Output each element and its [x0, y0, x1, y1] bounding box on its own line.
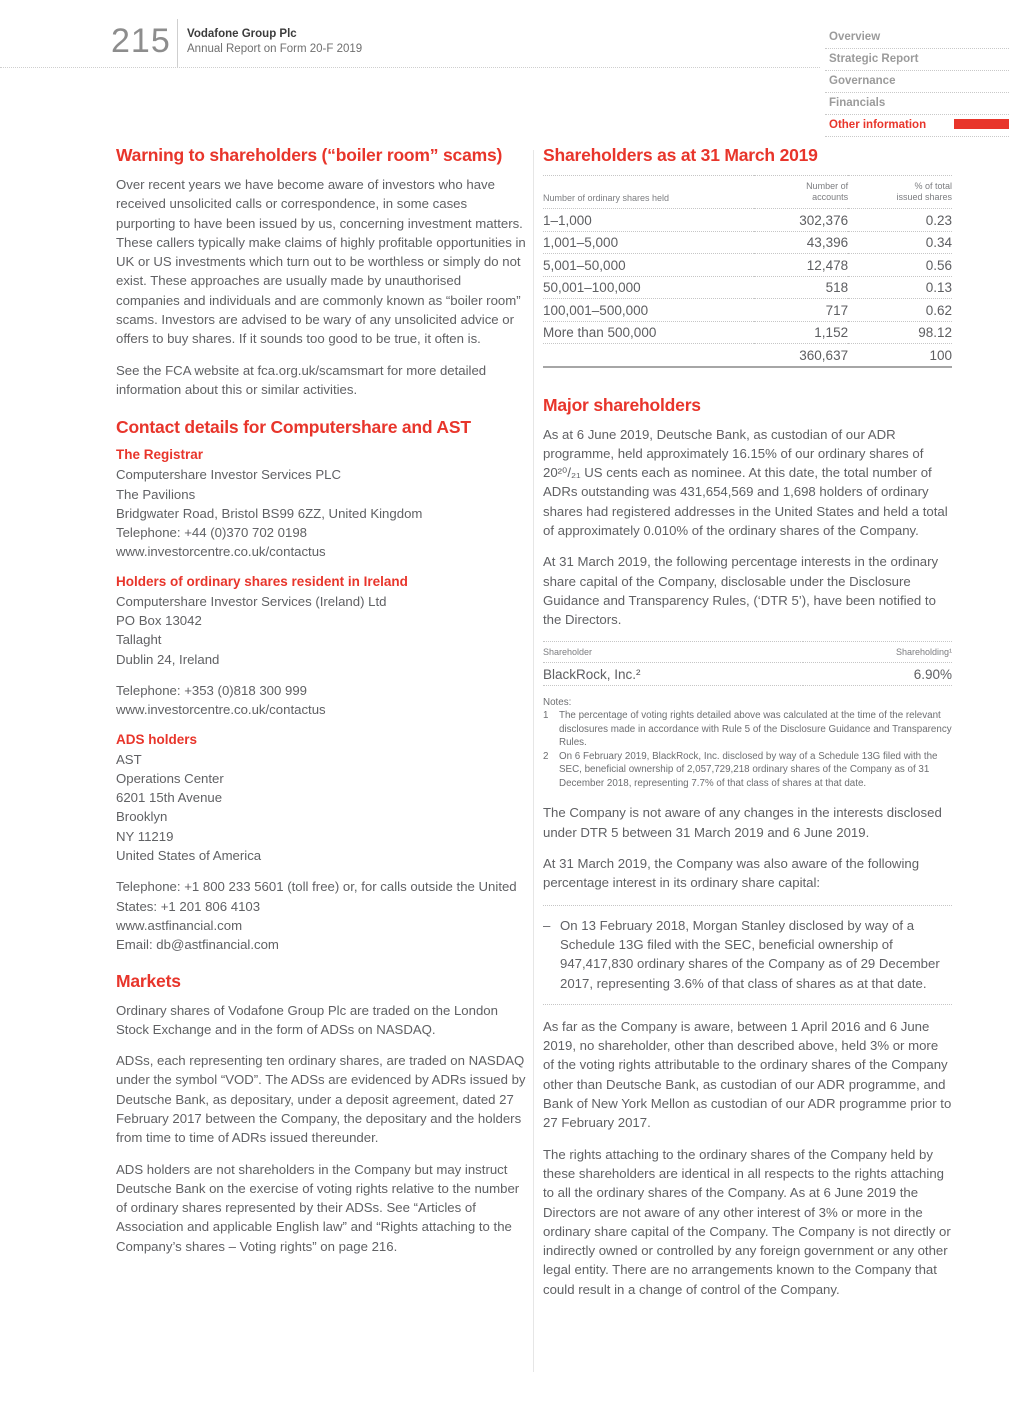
major-shareholders-table [543, 641, 952, 686]
accounts-cell: 717 [754, 299, 848, 322]
pct-cell: 0.34 [848, 231, 952, 254]
table-total-row [543, 344, 952, 367]
accounts-cell: 1,152 [754, 321, 848, 344]
registrar-website-link[interactable]: www.investorcentre.co.uk/contactus [116, 544, 326, 560]
address-line: Bridgwater Road, Bristol BS99 6ZZ, United Kingdom [116, 505, 423, 521]
table-row [543, 663, 952, 686]
major-shareholders-section [543, 395, 952, 1300]
ads-address [116, 750, 528, 866]
total-pct-cell: 100 [848, 344, 952, 367]
accounts-cell: 12,478 [754, 254, 848, 277]
ireland-website-link[interactable]: www.investorcentre.co.uk/contactus [116, 702, 326, 718]
shares-range-cell: More than 500,000 [543, 321, 754, 344]
company-name: Vodafone Group Plc [187, 28, 297, 40]
nav-item-label: Strategic Report [829, 53, 919, 65]
nav-item-governance[interactable] [825, 71, 1009, 93]
accounts-cell: 518 [754, 276, 848, 299]
section-nav [825, 27, 1009, 137]
address-line: The Pavilions [116, 486, 196, 502]
shares-range-cell [543, 344, 754, 367]
shares-range-cell: 100,001–500,000 [543, 299, 754, 322]
paragraph: As far as the Company is aware, between 1 April 2016 and 6 June 2019, no shareholder, other than described above, held 3% or more of the voting rights attributable to the ordinary shares of the Company other than Deutsche Bank, as custodian of our ADR programme, and Bank of New York Mellon as custodian of our ADR programme prior to 27 February 2017. [543, 1018, 952, 1131]
paragraph: As at 6 June 2019, Deutsche Bank, as custodian of our ADR programme, held approximately 16.15% of our ordinary shares of 20²⁰/₂₁ US cents each as nominee. At this date, the total number of ADRs outstanding was 431,654,569 and 1,698 holders of ordinary shares had registered addresses in the United States and held a total of approximately 0.010% of the ordinary shares of the Company. [543, 426, 948, 538]
col-header-accounts: Number of accounts [754, 176, 848, 209]
table-row [543, 299, 952, 322]
paragraph: See the FCA website at fca.org.uk/scamsmart for more detailed information about this or similar activities. [116, 362, 487, 397]
disclosure-list-item [543, 905, 952, 1005]
ads-email-link[interactable]: Email: db@astfinancial.com [116, 937, 279, 953]
table-row [543, 209, 952, 232]
nav-item-label: Governance [829, 75, 896, 87]
address-line: Computershare Investor Services (Ireland) Ltd [116, 593, 387, 609]
section-title: Shareholders as at 31 March 2019 [543, 145, 818, 165]
nav-item-label: Financials [829, 97, 886, 109]
active-section-bar [954, 119, 1009, 129]
page-number: 215 [111, 22, 171, 60]
subsection-title-ads: ADS holders [116, 731, 198, 747]
shares-range-cell: 5,001–50,000 [543, 254, 754, 277]
col-header-shareholder: Shareholder [543, 642, 803, 663]
section-title: Contact details for Computershare and AST [116, 417, 471, 438]
address-line: Operations Center [116, 770, 224, 786]
shareholders-section [543, 145, 952, 368]
list-item-text: On 13 February 2018, Morgan Stanley disclosed by way of a Schedule 13G filed with the SEC, beneficial ownership of 947,417,830 ordinary shares of the Company as of 29 December 2017, representing 3.6% of that class of shares as at that date. [560, 917, 940, 991]
subsection-title-registrar: The Registrar [116, 447, 204, 463]
pct-cell: 0.13 [848, 276, 952, 299]
nav-item-label: Overview [829, 31, 881, 43]
shareholding-cell: 6.90% [803, 663, 952, 686]
note-number: 2 [543, 750, 549, 762]
nav-item-financials[interactable] [825, 93, 1009, 115]
shares-range-cell: 1–1,000 [543, 209, 754, 232]
right-column [543, 145, 952, 1311]
total-accounts-cell: 360,637 [754, 344, 848, 367]
table-row [543, 276, 952, 299]
address-line: Tallaght [116, 632, 162, 648]
address-line: Dublin 24, Ireland [116, 651, 220, 667]
address-line: PO Box 13042 [116, 613, 202, 629]
note-text: The percentage of voting rights detailed above was calculated at the time of the relevant disclosures made in accordance with Rule 5 of the Disclosure Guidance and Transparency Rules. [559, 710, 952, 749]
telephone-line: Telephone: +1 800 233 5601 (toll free) or, for calls outside the United States: +1 201 806 4103 [116, 879, 517, 914]
company-block [187, 27, 362, 57]
table-row [543, 321, 952, 344]
nav-item-strategic-report[interactable] [825, 49, 1009, 71]
col-header-pct: % of total issued shares [848, 176, 952, 209]
report-title: Annual Report on Form 20-F 2019 [187, 43, 363, 55]
paragraph: ADS holders are not shareholders in the Company but may instruct Deutsche Bank on the exercise of voting rights relative to the number of ordinary shares represented by their ADSs. See “Articles of Association and applicable English law” and “Rights attaching to the Company’s shares – Voting rights” on page 216. [116, 1161, 520, 1254]
dash-bullet: – [543, 917, 551, 933]
note-text: On 6 February 2019, BlackRock, Inc. disclosed by way of a Schedule 13G filed with the SEC, beneficial ownership of 2,057,729,218 ordinary shares of the Company as of 31 December 2018, representing 7.7% of that class of shares at that date. [559, 750, 938, 789]
shareholder-name-cell: BlackRock, Inc.² [543, 663, 803, 686]
section-title: Major shareholders [543, 394, 701, 415]
left-column [116, 145, 528, 1268]
note-item [543, 750, 952, 791]
paragraph: ADSs, each representing ten ordinary shares, are traded on NASDAQ under the symbol “VOD”. The ADSs are evidenced by ADRs issued by Deutsche Bank, as depositary, under a deposit agreement, dated 27 February 2017 between the Company, the depositary and the holders from time to time of ADRs issued thereunder. [116, 1053, 526, 1146]
section-title: Warning to shareholders (“boiler room” scams) [116, 145, 503, 165]
accounts-cell: 302,376 [754, 209, 848, 232]
registrar-address [116, 465, 528, 561]
column-divider [533, 150, 534, 1372]
nav-item-overview[interactable] [825, 27, 1009, 49]
paragraph: Over recent years we have become aware of investors who have received unsolicited calls or correspondence, in some cases purporting to have been issued by us, concerning investment matters. These callers typically make claims of highly profitable opportunities in UK or US investments which turn out to be worthless or simply do not exist. These approaches are usually made by unauthorised companies and individuals and are commonly known as “boiler room” scams. Investors are advised to be wary of any unsolicited advice or offers to buy shares. If it sounds too good to be true, it often is. [116, 177, 526, 347]
telephone-line: Telephone: +44 (0)370 702 0198 [116, 525, 308, 541]
pct-cell: 0.62 [848, 299, 952, 322]
pct-cell: 98.12 [848, 321, 952, 344]
table-row [543, 231, 952, 254]
paragraph: The rights attaching to the ordinary shares of the Company held by these shareholders are identical in all respects to the rights attaching to all the ordinary shares of the Company. As at 6 June 2019 the Directors are not aware of any other interest of 3% or more in the ordinary share capital of the Company. The Company is not directly or indirectly owned or controlled by any foreign government or any other legal entity. There are no arrangements known to the Company that could result in a change of control of the Company. [543, 1146, 951, 1297]
table-row [543, 254, 952, 277]
shares-range-cell: 50,001–100,000 [543, 276, 754, 299]
contact-section [116, 417, 528, 954]
header-divider [177, 19, 178, 67]
paragraph: At 31 March 2019, the Company was also aware of the following percentage interest in its ordinary share capital: [543, 856, 920, 891]
telephone-line: Telephone: +353 (0)818 300 999 [116, 682, 308, 698]
markets-section [116, 971, 528, 1257]
accounts-cell: 43,396 [754, 231, 848, 254]
address-line: NY 11219 [116, 828, 174, 844]
col-header-shareholding: Shareholding¹ [803, 642, 952, 663]
ireland-contact [116, 681, 528, 720]
notes-label: Notes: [543, 696, 572, 708]
note-item [543, 709, 952, 750]
table-header-row [543, 642, 952, 663]
address-line: Brooklyn [116, 809, 168, 825]
ads-website-link[interactable]: www.astfinancial.com [116, 917, 243, 933]
paragraph: Ordinary shares of Vodafone Group Plc are traded on the London Stock Exchange and in the form of ADSs on NASDAQ. [116, 1002, 498, 1037]
note-number: 1 [543, 710, 549, 722]
pct-cell: 0.56 [848, 254, 952, 277]
address-line: AST [116, 751, 142, 767]
address-line: Computershare Investor Services PLC [116, 467, 342, 483]
ireland-address [116, 592, 528, 669]
subsection-title-ireland: Holders of ordinary shares resident in Ireland [116, 573, 408, 589]
header-rule [0, 67, 820, 68]
pct-cell: 0.23 [848, 209, 952, 232]
shares-range-cell: 1,001–5,000 [543, 231, 754, 254]
address-line: 6201 15th Avenue [116, 790, 223, 806]
table-header-row [543, 176, 952, 209]
nav-item-other-information[interactable] [825, 115, 1009, 137]
nav-item-label: Other information [829, 119, 927, 131]
section-title: Markets [116, 970, 181, 991]
warning-section [116, 145, 528, 399]
col-header-shares-held: Number of ordinary shares held [543, 176, 754, 209]
notes [543, 696, 952, 791]
paragraph: The Company is not aware of any changes in the interests disclosed under DTR 5 between 31 March 2019 and 6 June 2019. [543, 805, 942, 840]
paragraph: At 31 March 2019, the following percentage interests in the ordinary share capital of the Company, disclosable under the Disclosure Guidance and Transparency Rules, (‘DTR 5’), have been notified to the Directors. [543, 554, 939, 628]
shareholders-table [543, 175, 952, 368]
ads-contact [116, 877, 528, 954]
address-line: United States of America [116, 848, 262, 864]
